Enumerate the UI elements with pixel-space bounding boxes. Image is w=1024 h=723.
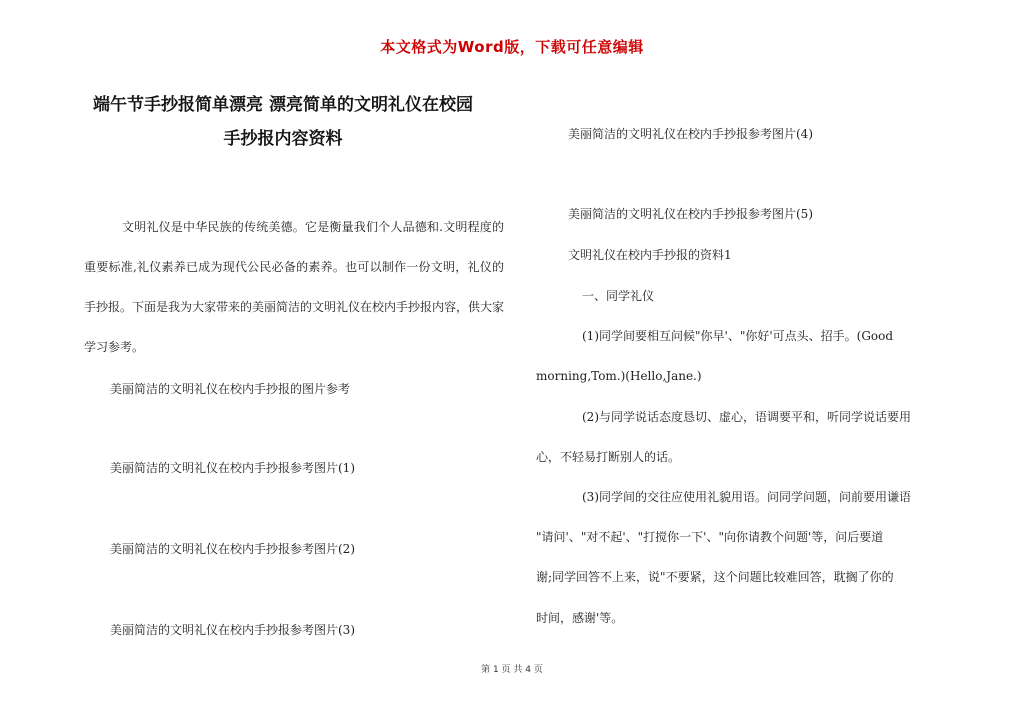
- document-title: [60, 88, 506, 156]
- item-1-line-1: (1)同学间要相互问候"你早'、"你好'可点头、招手。(Good: [582, 329, 894, 343]
- item-3-line-2: "请问'、"对不起'、"打搅你一下'、"向你请教个问题'等，问后要道: [536, 530, 884, 544]
- item-3-line-1: (3)同学间的交往应使用礼貌用语。问同学问题，问前要用谦语: [582, 490, 912, 504]
- item-3-line-4: 时间，感谢'等。: [536, 611, 624, 625]
- picture-caption-4: 美丽简洁的文明礼仪在校内手抄报参考图片(4): [568, 127, 813, 141]
- item-2-line-1: (2)与同学说话态度恳切、虚心，语调要平和，听同学说话要用: [582, 410, 912, 424]
- picture-caption-3: 美丽简洁的文明礼仪在校内手抄报参考图片(3): [110, 623, 355, 637]
- picture-caption-5: 美丽简洁的文明礼仪在校内手抄报参考图片(5): [568, 207, 813, 221]
- item-2-line-2: 心，不轻易打断别人的话。: [536, 450, 681, 464]
- download-banner: 本文格式为Word版，下载可任意编辑: [380, 38, 644, 56]
- title-line-2: 手抄报内容资料: [223, 129, 343, 149]
- section-heading-classmate-etiquette: 一、同学礼仪: [582, 289, 655, 303]
- page-number: 第 1 页 共 4 页: [481, 665, 543, 675]
- title-line-1: 端午节手抄报简单漂亮 漂亮简单的文明礼仪在校园: [93, 95, 473, 115]
- material-title: 文明礼仪在校内手抄报的资料1: [568, 248, 732, 262]
- image-reference-heading: 美丽简洁的文明礼仪在校内手抄报的图片参考: [110, 382, 351, 396]
- picture-caption-2: 美丽简洁的文明礼仪在校内手抄报参考图片(2): [110, 542, 355, 556]
- intro-paragraph: 文明礼仪是中华民族的传统美德。它是衡量我们个人品德和.文明程度的重要标准,礼仪素养已成为现代公民必备的素养。也可以制作一份文明，礼仪的手抄报。下面是我为大家带来的美丽简洁的文明礼仪在校内手抄报内容，供大家学习参考。: [84, 220, 505, 354]
- item-3-line-3: 谢;同学回答不上来，说"不要紧，这个问题比较难回答，耽搁了你的: [536, 570, 894, 584]
- item-1-line-2: morning,Tom.)(Hello,Jane.): [536, 369, 702, 383]
- picture-caption-1: 美丽简洁的文明礼仪在校内手抄报参考图片(1): [110, 461, 355, 475]
